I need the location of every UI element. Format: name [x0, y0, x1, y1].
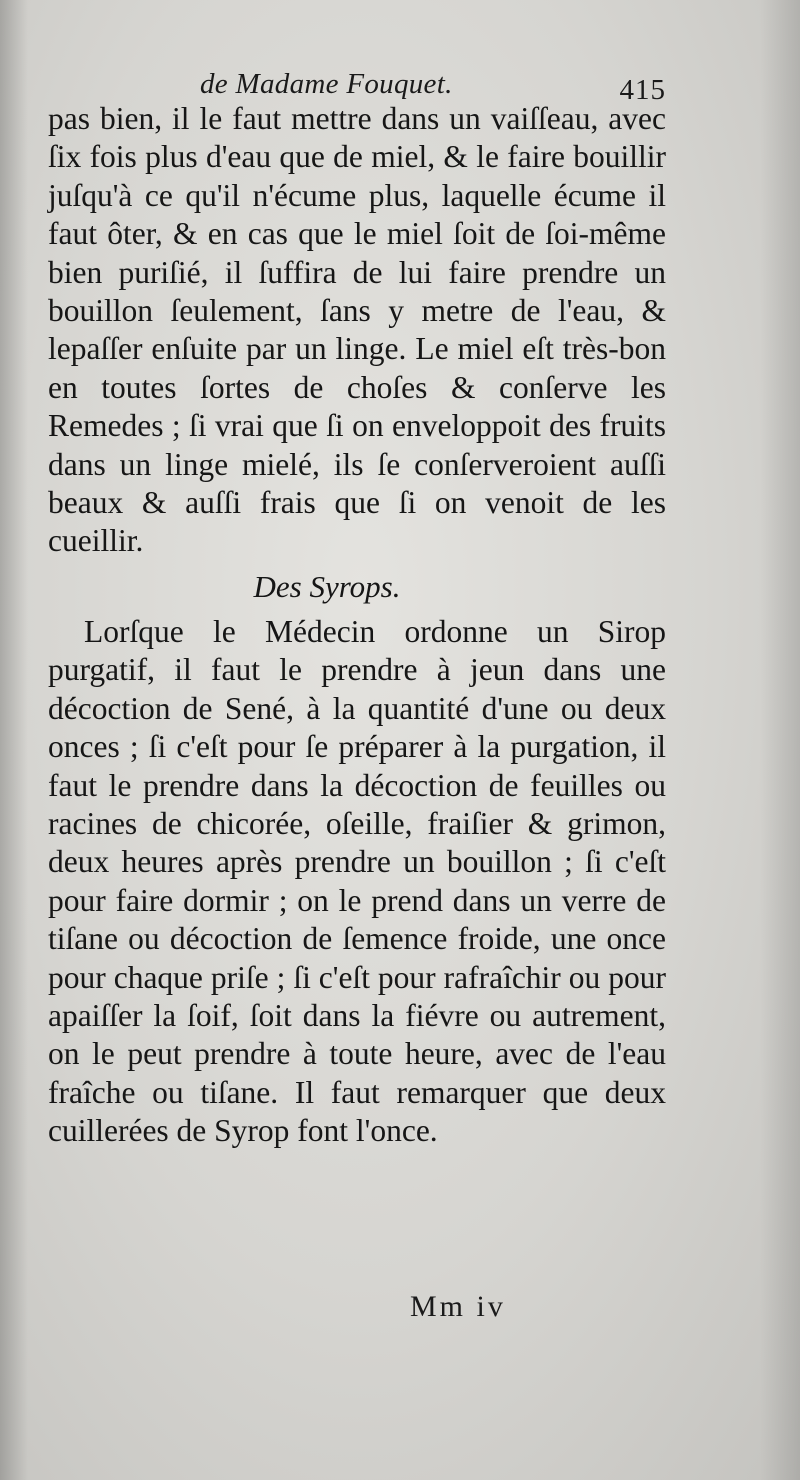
page-number: 415 — [619, 74, 666, 106]
paragraph-honey: pas bien, il le faut mettre dans un vaiſſeau, avec ſix fois plus d'eau que de miel, & le faire bouillir juſqu'à ce qu'il n'écume plus, laquelle écume il faut ôter, & en cas que le miel ſoit de ſoi-même bien puriſié, il ſuffira de lui faire prendre un bouillon ſeulement, ſans y metre de l'eau, & lepaſſer enſuite par un linge. Le miel eſt très-bon en toutes ſortes de choſes & conſerve les Remedes ; ſi vrai que ſi on enveloppoit des fruits dans un linge mielé, ils ſe conſerveroient auſſi beaux & auſſi frais que ſi on venoit de les cueillir. — [48, 101, 666, 559]
running-title: de Madame Fouquet. — [200, 68, 453, 100]
section-heading: Des Syrops. — [253, 568, 401, 604]
paragraph-syrups: Lorſque le Médecin ordonne un Sirop purgatif, il faut le prendre à jeun dans une décoction de Sené, à la quantité d'une ou deux onces ; ſi c'eſt pour ſe préparer à la purgation, il faut le prendre dans la décoction de feuilles ou racines de chicorée, oſeille, fraiſier & grimon, deux heures après prendre un bouillon ; ſi c'eſt pour faire dormir ; on le prend dans un verre de tiſane ou décoction de ſemence froide, une once pour chaque priſe ; ſi c'eſt pour rafraîchir ou pour apaiſſer la ſoif, ſoit dans la fiévre ou autrement, on le peut prendre à toute heure, avec de l'eau fraîche ou tiſane. Il faut remarquer que deux cuillerées de Syrop font l'once. — [48, 613, 666, 1149]
body-text — [48, 100, 666, 1151]
signature-mark: Mm iv — [410, 1290, 506, 1323]
